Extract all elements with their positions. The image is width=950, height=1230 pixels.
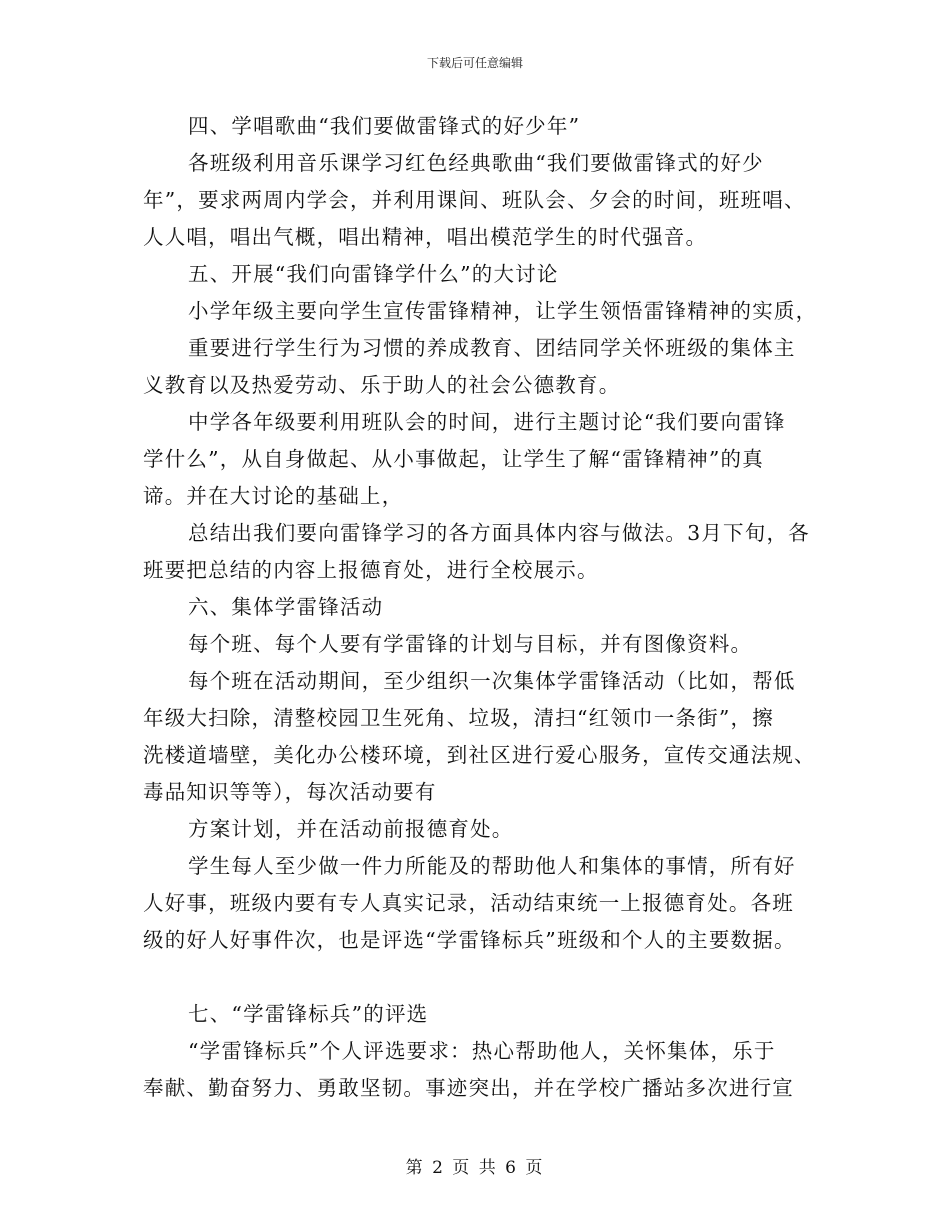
heading-section-5: 五、开展“我们向雷锋学什么”的大讨论 — [188, 262, 559, 286]
paragraph-line: 每个班在活动期间，至少组织一次集体学雷锋活动（比如，帮低 — [188, 669, 796, 693]
paragraph-line: “学雷锋标兵”个人评选要求：热心帮助他人，关怀集体，乐于 — [188, 1039, 776, 1063]
paragraph-line: 人好事，班级内要有专人真实记录，活动结束统一上报德育处。各班 — [143, 891, 794, 915]
paragraph-line: 年级大扫除，清整校园卫生死角、垃圾，清扫“红领巾一条街”，擦 — [143, 706, 774, 730]
paragraph-line: 每个班、每个人要有学雷锋的计划与目标，并有图像资料。 — [188, 632, 753, 656]
paragraph-line: 重要进行学生行为习惯的养成教育、团结同学关怀班级的集体主 — [188, 336, 796, 360]
paragraph-line: 人人唱，唱出气概，唱出精神，唱出模范学生的时代强音。 — [143, 225, 708, 249]
paragraph-line: 学什么”，从自身做起、从小事做起，让学生了解“雷锋精神”的真 — [143, 447, 764, 471]
paragraph-line: 年”，要求两周内学会，并利用课间、班队会、夕会的时间，班班唱、 — [143, 188, 806, 212]
paragraph-line: 各班级利用音乐课学习红色经典歌曲“我们要做雷锋式的好少 — [188, 151, 764, 175]
paragraph-line: 方案计划，并在活动前报德育处。 — [188, 817, 514, 841]
heading-section-7: 七、“学雷锋标兵”的评选 — [188, 1002, 429, 1026]
paragraph-line: 级的好人好事件次，也是评选“学雷锋标兵”班级和个人的主要数据。 — [143, 928, 796, 952]
paragraph-line: 班要把总结的内容上报德育处，进行全校展示。 — [143, 558, 599, 582]
heading-section-6: 六、集体学雷锋活动 — [188, 595, 384, 619]
paragraph-line: 谛。并在大讨论的基础上， — [143, 484, 404, 508]
heading-section-4: 四、学唱歌曲“我们要做雷锋式的好少年” — [188, 114, 581, 138]
paragraph-line: 洗楼道墙壁，美化办公楼环境，到社区进行爱心服务，宣传交通法规、 — [143, 743, 816, 767]
paragraph-line: 奉献、勤奋努力、勇敢坚韧。事迹突出，并在学校广播站多次进行宣 — [143, 1076, 794, 1100]
paragraph-line: 小学年级主要向学生宣传雷锋精神，让学生领悟雷锋精神的实质， — [188, 299, 818, 323]
paragraph-line: 学生每人至少做一件力所能及的帮助他人和集体的事情，所有好 — [188, 854, 796, 878]
page-footer: 第 2 页 共 6 页 — [405, 1158, 545, 1178]
paragraph-line: 毒品知识等等），每次活动要有 — [143, 780, 437, 804]
paragraph-line: 中学各年级要利用班队会的时间，进行主题讨论“我们要向雷锋 — [188, 410, 786, 434]
page-header: 下载后可任意编辑 — [426, 56, 523, 70]
paragraph-line: 总结出我们要向雷锋学习的各方面具体内容与做法。3月下旬，各 — [188, 521, 810, 545]
paragraph-line: 义教育以及热爱劳动、乐于助人的社会公德教育。 — [143, 373, 621, 397]
document-body — [143, 108, 818, 1107]
